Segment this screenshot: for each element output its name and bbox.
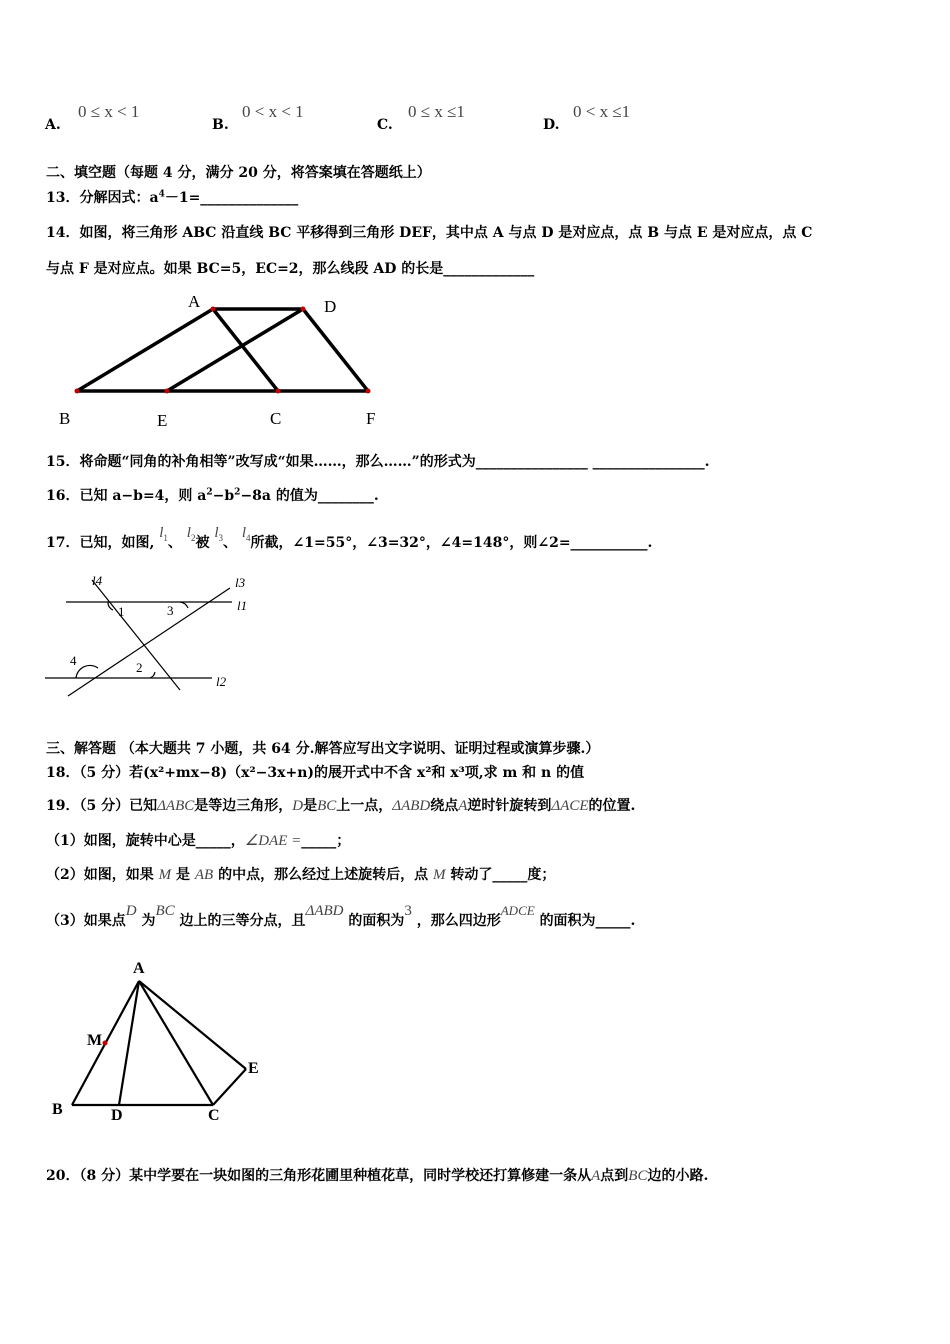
q19-s3d: 的面积为: [348, 913, 405, 929]
q17-figure: [40, 568, 270, 698]
q19-s1a: （1）如图，旋转中心是_____，: [46, 833, 245, 849]
q19-m3: BC: [317, 798, 337, 814]
question-19: [46, 795, 635, 815]
fig-label-l1: l1: [237, 598, 248, 613]
q17-l2: l: [186, 525, 191, 541]
q17-l3: l: [214, 525, 219, 541]
q19-s3b: 为: [141, 913, 156, 929]
label-b: B: [59, 409, 71, 428]
q19-m5: A: [458, 798, 468, 814]
label-f: F: [366, 409, 376, 428]
q19-p5: 绕点: [430, 798, 459, 814]
fig-angle-3: 3: [167, 603, 174, 618]
option-d-label: D.: [543, 117, 560, 133]
q17-l1: l: [159, 525, 164, 541]
option-b-expr: 0 < x < 1: [242, 102, 304, 121]
label-c: C: [270, 409, 282, 428]
question-18: 18．（5 分）若(x²+mx−8)（x²−3x+n)的展开式中不含 x²和 x³项,求 m 和 n 的值: [46, 765, 585, 781]
q13-prefix: 13．分解因式：a: [46, 190, 159, 206]
q19-figure: [45, 955, 275, 1130]
question-19-part2: [46, 864, 555, 884]
q19-s1m: ∠DAE =: [244, 833, 302, 849]
fig-angle-1: 1: [118, 604, 125, 619]
option-c-expr: 0 ≤ x ≤1: [408, 102, 465, 121]
option-a-expr: 0 ≤ x < 1: [78, 102, 140, 121]
option-b-label: B.: [212, 117, 229, 133]
question-14-line1: 14．如图，将三角形 ABC 沿直线 BC 平移得到三角形 DEF，其中点 A 与点 D 是对应点，点 B 与点 E 是对应点，点 C: [46, 225, 813, 241]
q16-sup1: 2: [206, 487, 213, 498]
q19-s2a: （2）如图，如果: [46, 867, 154, 883]
q20-p3: 边的小路.: [647, 1168, 709, 1184]
q16-sup2: 2: [234, 487, 241, 498]
q20-p2: 点到: [600, 1168, 629, 1184]
q19-s3m4: 3: [404, 903, 412, 919]
fig19-label-b: B: [52, 1101, 63, 1118]
q17-l4: l: [241, 525, 247, 541]
fig19-label-m: M: [87, 1032, 103, 1049]
q19-s3m1: D: [125, 903, 137, 919]
q13-sup: 4: [158, 189, 165, 200]
segment-df: [303, 309, 368, 391]
label-e: E: [157, 411, 168, 430]
option-c-label: C.: [377, 117, 393, 133]
question-19-part1: [46, 830, 350, 850]
line-l3: [68, 588, 230, 696]
question-15: 15．将命题“同角的补角相等”改写成“如果……，那么……”的形式为________________ ________________.: [46, 454, 710, 470]
q17-s3: 3: [218, 533, 223, 543]
segment-ed: [167, 309, 303, 391]
q19-s3e: ，那么四边形: [416, 913, 501, 929]
q19-s2m1: M: [158, 867, 172, 883]
question-16: [46, 485, 379, 505]
segment-ab: [77, 309, 213, 391]
fig19-label-e: E: [248, 1060, 259, 1077]
q19-p2: 是等边三角形，: [194, 798, 293, 814]
question-13: [46, 187, 298, 207]
fig-label-l4: l4: [92, 573, 103, 588]
q16-rest: −8a 的值为________.: [240, 488, 379, 504]
q19-s1b: _____；: [301, 833, 351, 849]
fig19-label-c: C: [208, 1107, 220, 1124]
segment-ce: [213, 1069, 246, 1105]
q19-s3m2: BC: [155, 903, 175, 919]
point-c: [276, 389, 281, 394]
point-f: [366, 389, 371, 394]
q19-s3a: （3）如果点: [46, 913, 126, 929]
q17-s1: 1: [163, 533, 168, 543]
q19-p3: 是: [303, 798, 318, 814]
q19-s2b: 是: [176, 867, 190, 883]
q17-sep2: 被: [195, 535, 210, 551]
q20-m2: BC: [628, 1168, 648, 1184]
segment-ac: [213, 309, 278, 391]
point-d: [301, 307, 306, 312]
q14-figure: [40, 285, 400, 435]
q19-s3f: 的面积为_____.: [539, 913, 636, 929]
question-19-part3: [46, 903, 636, 930]
fig19-label-d: D: [111, 1107, 123, 1124]
q17-rest: 所截，∠1=55°，∠3=32°，∠4=148°，则∠2=___________.: [250, 535, 653, 551]
q17-sep1: 、: [167, 535, 182, 551]
q13-rest: －1=______________: [164, 190, 299, 206]
option-a-label: A.: [45, 117, 61, 133]
question-17: [46, 525, 653, 552]
point-m: [103, 1041, 108, 1046]
fig19-label-a: A: [133, 960, 145, 977]
label-a: A: [188, 292, 201, 311]
fig-label-l3: l3: [235, 575, 246, 590]
q19-m4: ΔABD: [392, 798, 431, 814]
angle-4-arc: [76, 665, 98, 678]
question-20: [46, 1165, 708, 1185]
section-3-title: 三、解答题 （本大题共 7 小题，共 64 分.解答应写出文字说明、证明过程或演算步骤.）: [46, 741, 600, 757]
q19-m2: D: [292, 798, 304, 814]
label-d: D: [324, 297, 337, 316]
q20-m1: A: [591, 1168, 601, 1184]
point-e: [165, 389, 170, 394]
q19-p6: 逆时针旋转到: [467, 798, 552, 814]
q20-p1: 20．（8 分）某中学要在一块如图的三角形花圃里种植花草，同时学校还打算修建一条从: [46, 1168, 592, 1184]
fig-angle-4: 4: [70, 653, 77, 668]
q17-s2: 2: [190, 533, 196, 543]
angle-2-arc: [150, 672, 155, 678]
q19-s3c: 边上的三等分点，且: [179, 913, 306, 929]
q19-s3m5: ADCE: [500, 903, 535, 918]
section-2-title: 二、填空题（每题 4 分，满分 20 分，将答案填在答题纸上）: [46, 165, 431, 181]
segment-ac: [139, 981, 213, 1105]
q17-prefix: 17．已知，如图,: [46, 535, 155, 551]
segment-ae: [139, 981, 246, 1069]
q16-prefix: 16．已知 a−b=4，则 a: [46, 488, 207, 504]
point-a: [211, 307, 216, 312]
q17-sep3: 、: [223, 535, 237, 551]
fig-angle-2: 2: [136, 660, 143, 675]
q16-mid: −b: [212, 488, 235, 504]
q19-m6: ΔACE: [551, 798, 589, 814]
q17-s4: 4: [246, 533, 251, 543]
q19-m1: ΔABC: [157, 798, 195, 814]
q19-s2d: 转动了_____度；: [450, 867, 556, 883]
option-d-expr: 0 < x ≤1: [573, 102, 631, 121]
q19-s3m3: ΔABD: [305, 903, 344, 919]
question-14-line2: 与点 F 是对应点。如果 BC=5，EC=2，那么线段 AD 的长是_____________: [46, 261, 535, 277]
q19-p1: 19．（5 分）已知: [46, 798, 158, 814]
q19-s2c: 的中点，那么经过上述旋转后，点: [218, 867, 429, 883]
fig-label-l2: l2: [216, 674, 227, 689]
point-b: [75, 389, 80, 394]
angle-3-arc: [180, 602, 188, 608]
q19-s2m3: M: [432, 867, 446, 883]
q19-p7: 的位置.: [588, 798, 636, 814]
q19-s2m2: AB: [194, 867, 214, 883]
q19-p4: 上一点，: [336, 798, 393, 814]
